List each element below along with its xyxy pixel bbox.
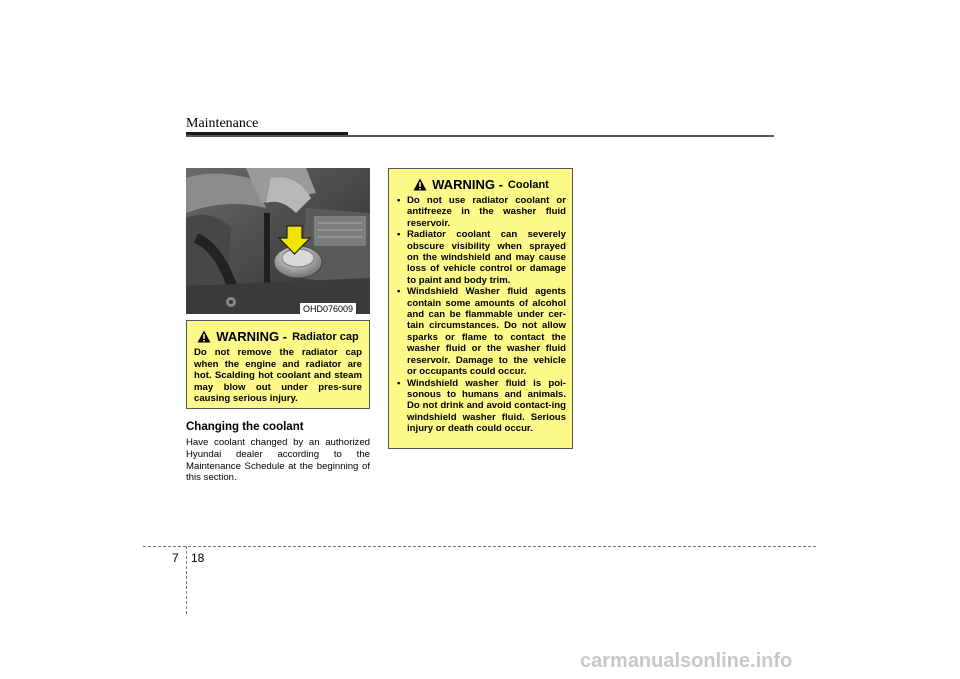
warning-box-coolant [388, 168, 573, 449]
section-body: Have coolant changed by an authorized Hyundai dealer according to the Maintenance Schedule at the beginning of this section. [186, 437, 370, 484]
figure-code: OHD076009 [300, 303, 356, 315]
watermark: carmanualsonline.info [580, 650, 793, 672]
warning-keyword: WARNING - [432, 177, 503, 192]
footer-divider [186, 546, 187, 614]
warning-header [194, 329, 362, 344]
engine-bay-photo [186, 168, 370, 314]
list-item: • Windshield washer fluid is poi-sonous to humans and animals. Do not drink and avoid contact-ing windshield washer fluid. Serious injury or death could occur. [397, 377, 566, 435]
warning-triangle-icon [197, 330, 211, 343]
warning-text: Do not remove the radiator cap when the engine and radiator are hot. Scalding hot coolant and steam may blow out under pres-sure causing serious injury. [194, 347, 362, 405]
warning-topic: Radiator cap [292, 330, 359, 343]
warning-keyword: WARNING - [216, 329, 288, 344]
warning-header [396, 177, 566, 192]
chapter-number: 7 [172, 551, 179, 565]
warning-list [396, 195, 566, 435]
header-rule [186, 135, 774, 137]
list-item: • Do not use radiator coolant or antifreeze in the washer fluid reservoir. [397, 195, 566, 229]
list-item: • Radiator coolant can severely obscure visibility when sprayed on the windshield and may cause loss of vehicle control or damage to paint and body trim. [397, 229, 566, 286]
list-item: • Windshield Washer fluid agents contain some amounts of alcohol and can be flammable under cer-tain circumstances. Do not allow sparks or flame to contact the washer fluid or the washer fluid reservoir. Damage to the vehicle or occupants could occur. [397, 286, 566, 378]
warning-topic: Coolant [507, 178, 549, 191]
section-heading: Changing the coolant [186, 421, 304, 433]
warning-box-radiator-cap [186, 320, 370, 409]
footer-rule [143, 546, 816, 547]
page-header-title: Maintenance [186, 116, 259, 131]
page-number: 18 [191, 551, 205, 565]
radiator-cap-illustration [186, 168, 370, 314]
warning-triangle-icon [413, 178, 427, 191]
